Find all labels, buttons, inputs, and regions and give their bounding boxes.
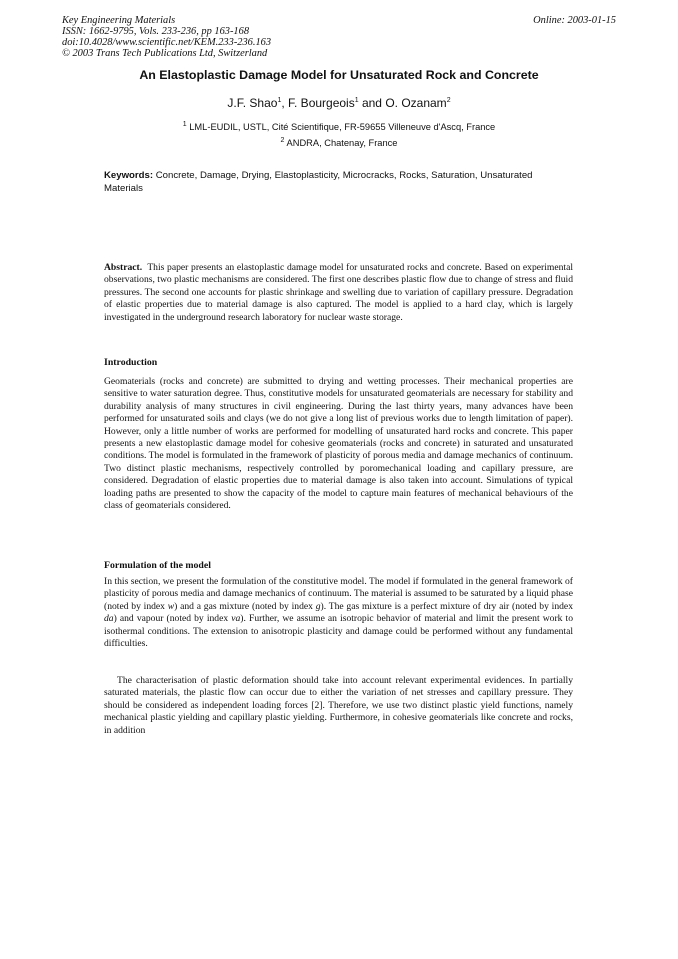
variable-w: w	[167, 600, 175, 612]
formulation-heading: Formulation of the model	[104, 560, 211, 571]
variable-g: g	[315, 600, 321, 612]
copyright-line: © 2003 Trans Tech Publications Ltd, Switzerland	[62, 48, 268, 59]
journal-metadata	[62, 15, 422, 59]
author-affiliation-mark: 1	[354, 97, 359, 104]
affiliation-text: LML-EUDIL, USTL, Cité Scientifique, FR-59655 Villeneuve d'Ascq, France	[189, 122, 496, 132]
affiliation-1	[0, 122, 678, 132]
text-run: ) and vapour (noted by index	[113, 613, 232, 625]
variable-va: va	[231, 613, 241, 625]
introduction-heading: Introduction	[104, 357, 158, 368]
journal-name: Key Engineering Materials	[62, 15, 176, 26]
paper-title: An Elastoplastic Damage Model for Unsaturated Rock and Concrete	[139, 68, 539, 82]
text-run: ). Further, we assume an isotropic behavior of material and limit the present work to isothermal conditions. The extension to anisotropic plasticity and damage could be performed without any fundamental difficulties.	[104, 613, 573, 650]
issn-line: ISSN: 1662-9795, Vols. 233-236, pp 163-168	[62, 26, 250, 37]
keywords-label: Keywords:	[104, 170, 154, 181]
affiliation-2	[0, 138, 678, 148]
author-name: O. Ozanam	[385, 96, 447, 110]
affiliation-text: ANDRA, Chatenay, France	[286, 138, 398, 148]
formulation-paragraph-2: The characterisation of plastic deformation should take into account relevant experimental evidences. In partially saturated materials, the plastic flow can occur due to either the variation of net stresses and capillary pressure. They should be considered as independent loading forces [2]. Therefore, we use two distinct plastic yield functions, namely mechanical plastic yielding and capillary plastic yielding. Furthermore, in cohesive geomaterials like concrete and rocks, in addition	[104, 675, 573, 736]
author-name: F. Bourgeois	[288, 96, 355, 110]
introduction-text: Geomaterials (rocks and concrete) are submitted to drying and wetting processes. Their mechanical properties are sensitive to water saturation degree. Thus, constitutive models for unsaturated geomaterials are necessary for stability and durability analysis of many structures in civil engineering. During the last thirty years, many advances have been performed for unsaturated soils and clays (we do not give a long list of previous works due to length limitation of paper). However, only a little number of works are performed for modelling of unsaturated hard rocks and concrete. This paper presents a new elastoplastic damage model for cohesive geomaterials (rocks and concrete) in saturated and unsaturated conditions. The model is formulated in the framework of plasticity of porous media and damage mechanics of continuum. Two distinct plastic mechanisms, respectively controlled by poromechanical loading and capillary pressure, are considered. Degradation of elastic properties due to material damage is also taken into account. Simulations of typical loading paths are presented to show the capacity of the model to capture main features of mechanical behaviours of the class of geomaterials considered.	[104, 376, 573, 512]
author-name: J.F. Shao	[227, 96, 278, 110]
author-affiliation-mark: 2	[446, 97, 451, 104]
abstract-text: This paper presents an elastoplastic damage model for unsaturated rocks and concrete. Based on experimental observations, two plastic mechanisms are considered. The first one describes plastic flow due to change of stress and fluid pressures. The second one accounts for plastic shrinkage and swelling due to variation of capillary pressure. Degradation of elastic properties due to material damage is also captured. The model is applied to a hard clay, which is largely investigated in the underground research laboratory for nuclear waste storage.	[104, 262, 573, 323]
variable-da: da	[104, 613, 114, 625]
abstract	[104, 262, 573, 324]
author-separator: ,	[281, 96, 289, 110]
text-run: ). The gas mixture is a perfect mixture of dry air (noted by index	[320, 600, 573, 612]
text-run: ) and a gas mixture (noted by index	[174, 600, 316, 612]
author-affiliation-mark: 1	[277, 97, 282, 104]
online-date: Online: 2003-01-15	[533, 15, 616, 26]
keywords	[104, 170, 564, 195]
formulation-paragraph-1	[104, 576, 573, 650]
doi-line: doi:10.4028/www.scientific.net/KEM.233-236.163	[62, 37, 272, 48]
text-run: In this section, we present the formulation of the constitutive model. The model if formulated in the general framework of plasticity of porous media and damage mechanics of continuum. The material is assumed to be saturated by a liquid phase (noted by index	[104, 576, 573, 612]
affiliation-mark: 1	[182, 120, 187, 128]
author-list	[0, 96, 678, 110]
author-separator: and	[358, 96, 386, 110]
affiliation-mark: 2	[280, 136, 285, 144]
keywords-text: Concrete, Damage, Drying, Elastoplasticity, Microcracks, Rocks, Saturation, Unsaturated Materials	[104, 170, 533, 194]
abstract-label: Abstract.	[104, 262, 143, 273]
